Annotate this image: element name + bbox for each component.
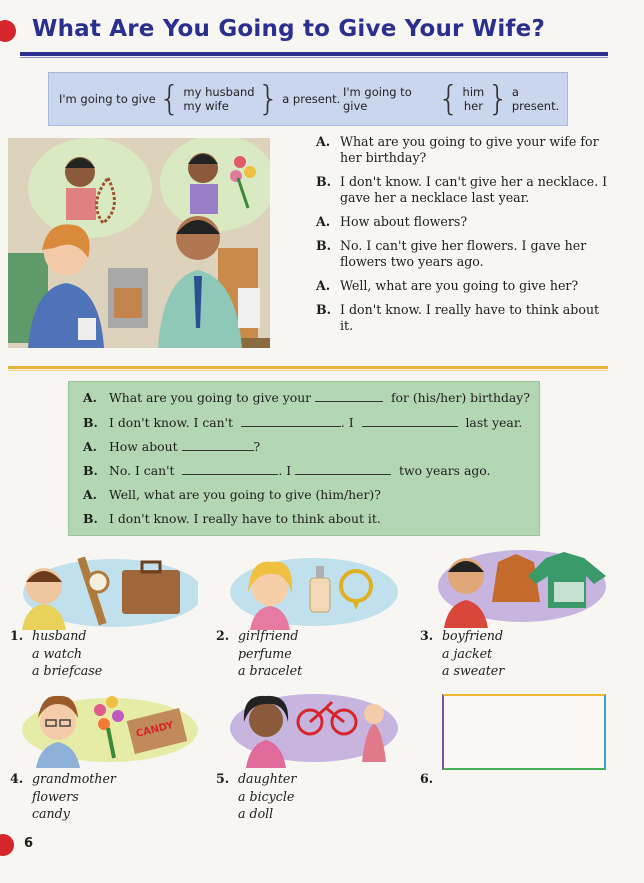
speaker-label: A.	[316, 134, 331, 149]
blank-field[interactable]	[182, 463, 278, 475]
boyfriend-gifts-illustration	[436, 542, 610, 632]
item-number: 6.	[420, 771, 434, 786]
page-number: 6	[24, 836, 34, 851]
item-number: 2.	[216, 628, 230, 643]
item-gift: a sweater	[442, 663, 505, 678]
pattern-right	[343, 73, 567, 125]
right-brace: }	[257, 79, 280, 119]
practice-text: ?	[253, 439, 261, 454]
dialog-line	[316, 238, 616, 270]
speaker-label: B.	[316, 174, 332, 189]
practice-text: two years ago.	[399, 463, 491, 478]
item-number: 5.	[216, 771, 230, 786]
pattern-option: my husband	[183, 85, 255, 99]
dialog-text: Well, what are you going to give her?	[340, 278, 579, 293]
item-number: 1.	[10, 628, 24, 643]
dialog-text: How about flowers?	[340, 214, 468, 229]
speaker-label: B.	[83, 415, 98, 430]
blank-field[interactable]	[241, 415, 341, 427]
practice-text: Well, what are you going to give (him/her)?	[109, 487, 381, 502]
item-number: 4.	[10, 771, 24, 786]
speaker-label: A.	[83, 390, 97, 405]
dialog-line	[316, 214, 616, 230]
page-title: What Are You Going to Give Your Wife?	[32, 16, 545, 42]
page-number-bullet	[0, 834, 14, 856]
model-dialog	[316, 134, 616, 342]
girlfriend-gifts-illustration	[228, 548, 398, 634]
practice-line	[83, 511, 381, 526]
item-gift: a briefcase	[32, 663, 103, 678]
left-brace: {	[437, 79, 460, 119]
title-rule-thin	[20, 57, 608, 58]
section-separator	[8, 366, 608, 369]
practice-text: I don't know. I really have to think about it.	[109, 511, 381, 526]
item-gift: candy	[32, 806, 70, 821]
speaker-label: B.	[83, 511, 98, 526]
dialog-text: I don't know. I can't give her a necklace. I gave her a necklace last year.	[340, 174, 608, 205]
practice-text: . I	[278, 463, 292, 478]
item-gift: a watch	[32, 646, 83, 661]
item-person: husband	[32, 628, 87, 643]
practice-text: No. I can't	[109, 463, 175, 478]
left-brace: {	[158, 79, 181, 119]
pattern-right-suffix: a present.	[511, 85, 560, 113]
title-rule	[20, 52, 608, 56]
practice-text: How about	[109, 439, 178, 454]
dialog-line	[316, 278, 616, 294]
pattern-right-options	[463, 85, 485, 113]
practice-text: I don't know. I can't	[109, 415, 234, 430]
speaker-label: A.	[83, 439, 97, 454]
practice-line	[83, 439, 260, 454]
speaker-label: A.	[83, 487, 97, 502]
dialog-line	[316, 174, 616, 206]
section-separator-thin	[8, 370, 608, 371]
candy-box-label: CANDY	[134, 720, 175, 740]
pattern-option: my wife	[183, 99, 229, 113]
item-number: 3.	[420, 628, 434, 643]
grandmother-gifts-illustration	[18, 688, 198, 772]
practice-line	[83, 487, 381, 502]
pattern-left-prefix: I'm going to give	[59, 92, 156, 106]
office-scene-illustration	[8, 138, 270, 348]
practice-text: What are you going to give your	[109, 390, 312, 405]
practice-dialog-box	[68, 381, 540, 536]
right-brace: }	[487, 79, 509, 119]
dialog-text: What are you going to give your wife for her birthday?	[340, 134, 599, 165]
pattern-option: her	[463, 99, 483, 113]
dialog-line	[316, 134, 616, 166]
practice-text: last year.	[465, 415, 523, 430]
dialog-text: No. I can't give her flowers. I gave her flowers two years ago.	[340, 238, 587, 269]
practice-text: . I	[340, 415, 354, 430]
item-gift: a bicycle	[238, 789, 295, 804]
speaker-label: B.	[316, 302, 332, 317]
blank-field[interactable]	[295, 463, 391, 475]
item-gift: a bracelet	[238, 663, 303, 678]
practice-text: for (his/her) birthday?	[390, 390, 530, 405]
item-gift: a jacket	[442, 646, 493, 661]
practice-line	[83, 415, 522, 430]
blank-field[interactable]	[315, 390, 383, 402]
blank-field[interactable]	[362, 415, 458, 427]
title-bullet	[0, 20, 16, 42]
blank-field[interactable]	[182, 439, 254, 451]
husband-gifts-illustration	[18, 548, 198, 634]
dialog-text: I don't know. I really have to think about it.	[340, 302, 600, 333]
item-person: grandmother	[32, 771, 116, 786]
speaker-label: A.	[316, 278, 331, 293]
speaker-label: A.	[316, 214, 331, 229]
speaker-label: B.	[316, 238, 332, 253]
practice-line	[83, 463, 490, 478]
item-gift: flowers	[32, 789, 79, 804]
item-gift: a doll	[238, 806, 274, 821]
pattern-option: him	[462, 85, 485, 99]
practice-line	[83, 390, 530, 405]
pattern-right-prefix: I'm going to give	[343, 85, 412, 113]
item-person: daughter	[238, 771, 297, 786]
speaker-label: B.	[83, 463, 98, 478]
item-person: girlfriend	[238, 628, 299, 643]
dialog-line	[316, 302, 616, 334]
pattern-left-options	[183, 85, 254, 113]
grammar-pattern-box	[48, 72, 568, 126]
item-6-empty-box	[442, 694, 606, 770]
daughter-gifts-illustration	[228, 688, 402, 772]
item-gift: perfume	[238, 646, 292, 661]
pattern-left-suffix: a present.	[282, 92, 341, 106]
item-person: boyfriend	[442, 628, 504, 643]
pattern-left	[59, 73, 340, 125]
